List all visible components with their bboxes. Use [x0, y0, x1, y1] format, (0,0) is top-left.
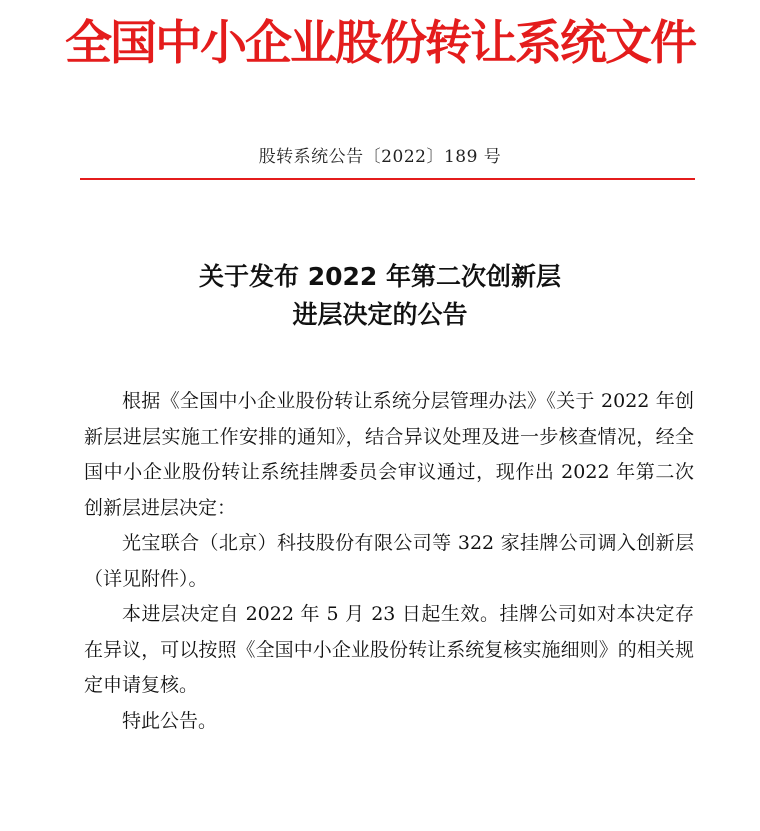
announcement-title — [0, 258, 760, 334]
body-paragraph-closing: 特此公告。 — [122, 709, 218, 732]
body-paragraph-basis: 根据《全国中小企业股份转让系统分层管理办法》《关于 2022 年创新层进层实施工作安排的通知》，结合异议处理及进一步核查情况，经全国中小企业股份转让系统挂牌委员会审议通过，现作出 2022 年第二次创新层进层决定： — [84, 390, 694, 519]
announcement-body — [84, 384, 694, 739]
red-divider-line — [80, 178, 695, 180]
document-masthead: 全国中小企业股份转让系统文件 — [65, 16, 695, 71]
title-line-1: 关于发布 2022 年第二次创新层 — [199, 262, 561, 291]
body-paragraph-companies: 光宝联合（北京）科技股份有限公司等 322 家挂牌公司调入创新层（详见附件）。 — [84, 532, 694, 590]
body-paragraph-effective-date: 本进层决定自 2022 年 5 月 23 日起生效。挂牌公司如对本决定存在异议，可以按照《全国中小企业股份转让系统复核实施细则》的相关规定申请复核。 — [84, 603, 694, 696]
title-line-2: 进层决定的公告 — [292, 300, 468, 329]
document-number: 股转系统公告〔2022〕189 号 — [258, 147, 502, 167]
